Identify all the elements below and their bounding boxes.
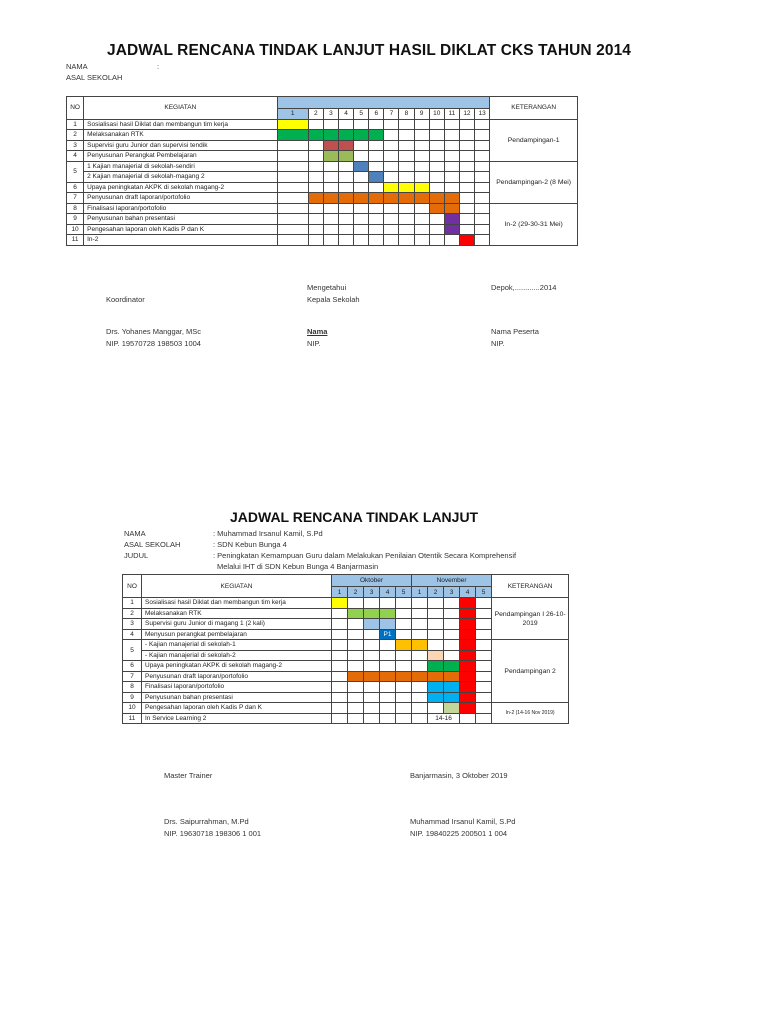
doc1-header-keterangan: KETERANGAN [490, 97, 578, 120]
doc2-nama-value: : Muhammad Irsanul Kamil, S.Pd [213, 529, 323, 538]
row-kegiatan: Sosialisasi hasil Diklat dan membangun tim kerja [142, 598, 332, 609]
row-kegiatan: Penyusunan bahan presentasi [84, 214, 277, 225]
row-kegiatan: Pengesahan laporan oleh Kadis P dan K [84, 224, 277, 235]
doc2-week: 1 [412, 587, 428, 598]
doc2-week: 5 [476, 587, 492, 598]
doc1-week: 6 [369, 109, 384, 120]
row-no: 9 [67, 214, 84, 225]
doc1-nama-colon: : [157, 62, 160, 71]
row-no: 6 [123, 661, 142, 672]
doc2-week: 2 [428, 587, 444, 598]
row-no: 1 [123, 598, 142, 609]
table-row [123, 703, 569, 714]
doc1-week: 10 [429, 109, 444, 120]
doc1-koordinator-name: Drs. Yohanes Manggar, MSc [106, 327, 202, 336]
table-row [123, 598, 569, 609]
row-no: 3 [123, 619, 142, 630]
row-kegiatan: In-2 [84, 235, 277, 246]
row-kegiatan: Pengesahan laporan oleh Kadis P dan K [142, 703, 332, 714]
table-row [67, 161, 578, 172]
row-no: 9 [123, 692, 142, 703]
table-row [123, 640, 569, 651]
row-no: 3 [67, 140, 84, 151]
doc1-week: 9 [414, 109, 429, 120]
doc2-judul-value: : Peningkatan Kemampuan Guru dalam Melakukan Penilaian Otentik Secara Komprehensif [213, 551, 517, 560]
doc2-header-no: NO [123, 575, 142, 598]
doc1-week: 1 [277, 109, 308, 120]
doc2-ket-1: Pendampingan I 26-10-2019 [492, 598, 569, 640]
doc2-week: 2 [348, 587, 364, 598]
doc1-week: 7 [384, 109, 399, 120]
row-kegiatan: Penyusunan draft laporan/portofolio [84, 193, 277, 204]
row-no: 2 [123, 608, 142, 619]
doc2-header-kegiatan: KEGIATAN [142, 575, 332, 598]
table-row [67, 203, 578, 214]
doc1-header-no: NO [67, 97, 84, 120]
row-no: 7 [67, 193, 84, 204]
row-kegiatan: Supervisi guru Junior dan supervisi tendik [84, 140, 277, 151]
doc2-asal-label: ASAL SEKOLAH [124, 540, 181, 549]
table-row [67, 119, 578, 130]
doc1-week: 2 [308, 109, 323, 120]
doc2-week: 4 [380, 587, 396, 598]
doc1-schedule-table [66, 96, 578, 246]
doc1-peserta-nip: NIP. [491, 339, 505, 348]
row-no: 10 [123, 703, 142, 714]
doc2-mt-name: Drs. Saipurrahman, M.Pd [164, 817, 249, 826]
row-no: 8 [123, 682, 142, 693]
row-no: 8 [67, 203, 84, 214]
doc2-master-trainer: Master Trainer [164, 771, 213, 780]
doc2-month-oktober: Oktober [332, 575, 412, 587]
doc2-month-november: November [412, 575, 492, 587]
doc1-week: 8 [399, 109, 414, 120]
doc1-koordinator-nip: NIP. 19570728 198503 1004 [106, 339, 201, 348]
doc2-title: JADWAL RENCANA TINDAK LANJUT [230, 509, 479, 525]
row-kegiatan: Supervisi guru Junior di magang 1 (2 kali) [142, 619, 332, 630]
doc2-week: 5 [396, 587, 412, 598]
doc1-title: JADWAL RENCANA TINDAK LANJUT HASIL DIKLAT CKS TAHUN 2014 [107, 42, 632, 59]
doc2-participant-name: Muhammad Irsanul Kamil, S.Pd [410, 817, 516, 826]
doc2-week: 4 [460, 587, 476, 598]
row-kegiatan: Upaya peningkatan AKPK di sekolah magang-2 [84, 182, 277, 193]
doc1-week: 4 [339, 109, 354, 120]
row-kegiatan: 2 Kajian manajerial di sekolah-magang 2 [84, 172, 277, 183]
doc1-week: 5 [354, 109, 369, 120]
in2-dates: 14-16 [428, 713, 460, 724]
row-kegiatan: Upaya peningkatan AKPK di sekolah magang-2 [142, 661, 332, 672]
row-no: 1 [67, 119, 84, 130]
doc1-header-kegiatan: KEGIATAN [84, 97, 277, 120]
doc1-kepala-name: Nama [307, 327, 328, 336]
row-kegiatan: - Kajian manajerial di sekolah-2 [142, 650, 332, 661]
doc1-week: 3 [323, 109, 338, 120]
row-kegiatan: Finalisasi laporan/portofolio [84, 203, 277, 214]
doc1-ket-1: Pendampingan-1 [490, 119, 578, 161]
doc2-asal-value: : SDN Kebun Bunga 4 [213, 540, 287, 549]
row-kegiatan: Penyusunan draft laporan/portofolio [142, 671, 332, 682]
doc2-place-date: Banjarmasin, 3 Oktober 2019 [410, 771, 508, 780]
doc2-participant-nip: NIP. 19840225 200501 1 004 [410, 829, 508, 838]
row-kegiatan: 1 Kajian manajerial di sekolah-sendiri [84, 161, 277, 172]
row-no: 11 [123, 713, 142, 724]
doc1-week: 13 [474, 109, 489, 120]
row-kegiatan: In Service Learning 2 [142, 713, 332, 724]
doc2-week: 1 [332, 587, 348, 598]
doc2-week: 3 [444, 587, 460, 598]
row-no: 4 [123, 629, 142, 640]
row-no: 2 [67, 130, 84, 141]
row-kegiatan: Sosialisasi hasil Diklat dan membangun tim kerja [84, 119, 277, 130]
row-kegiatan: - Kajian manajerial di sekolah-1 [142, 640, 332, 651]
row-no: 4 [67, 151, 84, 162]
row-kegiatan: Penyusunan Perangkat Pembelajaran [84, 151, 277, 162]
doc1-peserta-name: Nama Peserta [491, 327, 539, 336]
doc1-ket-3: In-2 (29-30-31 Mei) [490, 203, 578, 245]
doc1-kepala-sekolah: Kepala Sekolah [307, 295, 360, 304]
p1-marker: P1 [380, 629, 396, 640]
row-kegiatan: Melaksanakan RTK [142, 608, 332, 619]
row-kegiatan: Penyusunan bahan presentasi [142, 692, 332, 703]
doc2-judul-label: JUDUL [124, 551, 149, 560]
doc2-nama-label: NAMA [124, 529, 146, 538]
doc1-koordinator: Koordinator [106, 295, 145, 304]
doc1-mengetahui: Mengetahui [307, 283, 347, 292]
row-no: 5 [123, 640, 142, 661]
doc1-week: 12 [459, 109, 474, 120]
doc1-asal-label: ASAL SEKOLAH [66, 73, 123, 82]
row-kegiatan: Finalisasi laporan/portofolio [142, 682, 332, 693]
row-no: 11 [67, 235, 84, 246]
row-kegiatan: Menyusun perangkat pembelajaran [142, 629, 332, 640]
row-no: 5 [67, 161, 84, 182]
row-kegiatan: Melaksanakan RTK [84, 130, 277, 141]
row-no: 10 [67, 224, 84, 235]
doc1-week: 11 [444, 109, 459, 120]
doc1-kepala-nip: NIP. [307, 339, 321, 348]
doc1-ket-2: Pendampingan-2 (8 Mei) [490, 161, 578, 203]
doc1-place-date: Depok,............2014 [491, 283, 557, 292]
doc2-header-keterangan: KETERANGAN [492, 575, 569, 598]
doc2-ket-2: Pendampingan 2 [492, 640, 569, 703]
doc1-month-header [277, 97, 490, 109]
doc2-mt-nip: NIP. 19630718 198306 1 001 [164, 829, 262, 838]
doc2-week: 3 [364, 587, 380, 598]
doc1-nama-label: NAMA [66, 62, 88, 71]
doc2-judul-value-cont: Melalui IHT di SDN Kebun Bunga 4 Banjarmasin [217, 562, 379, 571]
doc2-ket-3: In-2 (14-16 Nov 2019) [492, 703, 569, 724]
row-no: 7 [123, 671, 142, 682]
row-no: 6 [67, 182, 84, 193]
doc2-schedule-table [122, 574, 569, 724]
